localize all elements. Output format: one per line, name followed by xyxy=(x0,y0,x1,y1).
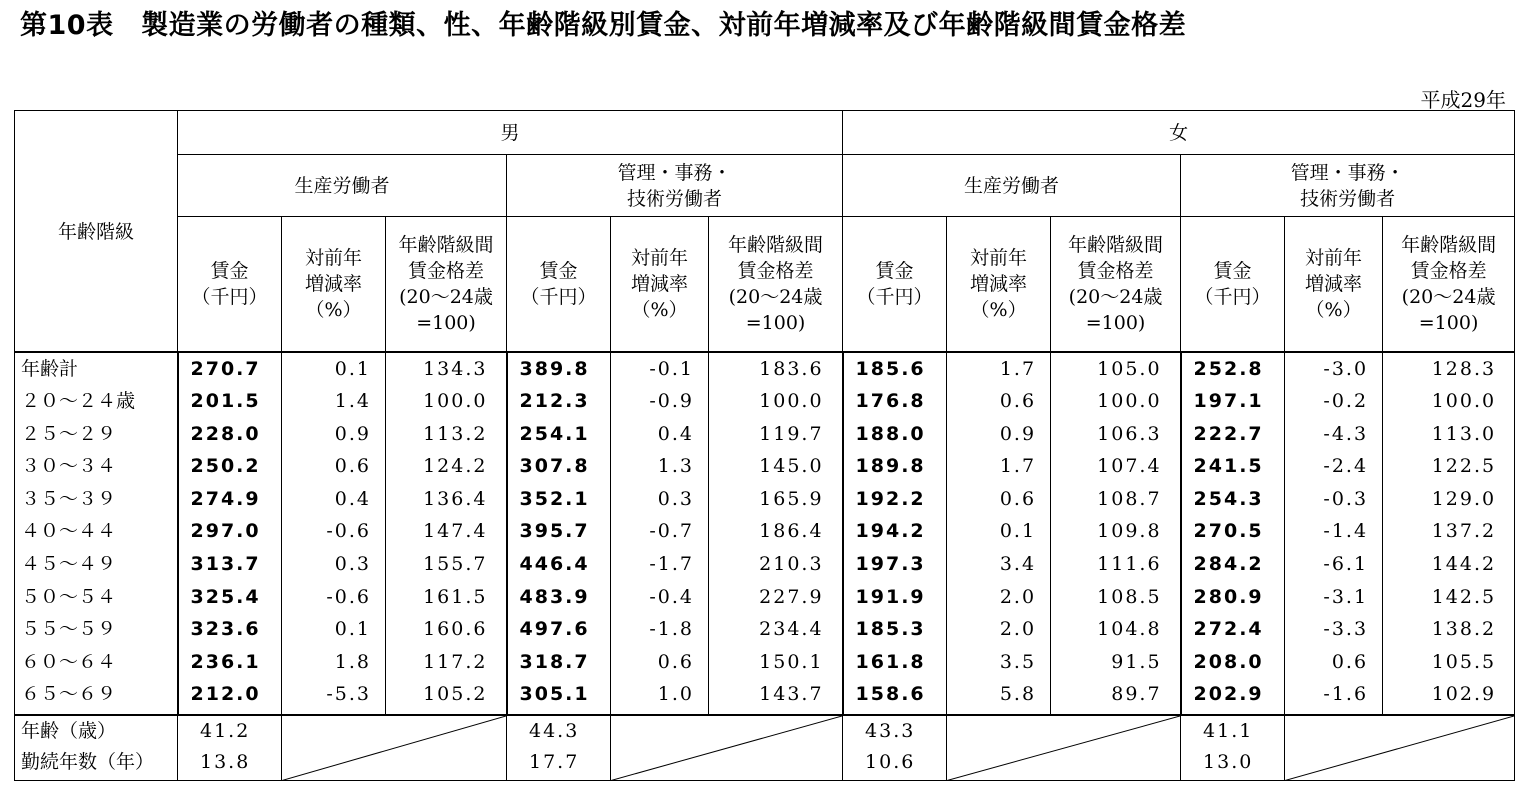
wage-header: 賃金 （千円） xyxy=(178,217,282,352)
table-cell: 109.8 xyxy=(1097,520,1162,543)
row-label: ４５～４９ xyxy=(21,553,117,576)
table-cell: 313.7 xyxy=(190,553,261,576)
table-cell: 236.1 xyxy=(190,650,261,673)
table-cell: 272.4 xyxy=(1193,618,1264,641)
table-cell: 104.8 xyxy=(1097,618,1162,641)
table-cell: 0.3 xyxy=(657,487,694,510)
table-cell: 208.0 xyxy=(1193,650,1264,673)
table-cell: -3.1 xyxy=(1323,585,1369,608)
page-title: 第10表 製造業の労働者の種類、性、年齢階級別賃金、対前年増減率及び年齢階級間賃金格差 xyxy=(20,10,1187,41)
table-cell: 307.8 xyxy=(519,455,590,478)
table-cell: -4.3 xyxy=(1323,422,1369,445)
female-admin-rate-column xyxy=(1285,352,1383,715)
table-cell: 210.3 xyxy=(759,553,824,576)
table-cell: 0.1 xyxy=(334,618,371,641)
table-cell: -1.6 xyxy=(1323,683,1369,706)
table-cell: 194.2 xyxy=(855,520,926,543)
diagonal-slash xyxy=(282,715,507,781)
table-cell: 147.4 xyxy=(423,520,488,543)
table-cell: 254.1 xyxy=(519,422,590,445)
table-cell: -1.8 xyxy=(649,618,694,641)
table-cell: 107.4 xyxy=(1097,455,1162,478)
index-header: 年齢階級間 賃金格差 (20～24歳 =100) xyxy=(1383,217,1515,352)
row-label: ２５～２９ xyxy=(21,422,117,445)
row-labels xyxy=(15,352,178,715)
male-production-header: 生産労働者 xyxy=(178,155,507,217)
table-cell: 227.9 xyxy=(759,585,824,608)
table-cell: 1.7 xyxy=(999,357,1037,380)
index-header: 年齢階級間 賃金格差 (20～24歳 =100) xyxy=(709,217,843,352)
male-production-index-column xyxy=(386,352,507,715)
table-cell: 0.6 xyxy=(1331,650,1369,673)
table-cell: 129.0 xyxy=(1431,487,1497,510)
table-cell: 113.0 xyxy=(1431,422,1497,445)
diagonal-slash xyxy=(611,715,843,781)
table-cell: -0.7 xyxy=(649,520,694,543)
male-header: 男 xyxy=(178,111,843,155)
row-label: ６０～６４ xyxy=(21,650,117,673)
table-cell: 1.7 xyxy=(999,455,1037,478)
table-cell: 105.2 xyxy=(423,683,488,706)
table-cell: -0.3 xyxy=(1323,487,1369,510)
wage-table xyxy=(14,110,1515,781)
table-cell: 134.3 xyxy=(423,357,488,380)
table-cell: -3.3 xyxy=(1323,618,1369,641)
table-cell: 188.0 xyxy=(855,422,926,445)
table-cell: 0.6 xyxy=(999,487,1037,510)
table-cell: 2.0 xyxy=(999,585,1037,608)
footer-labels: 年齢（歳） 勤続年数（年） xyxy=(15,715,178,781)
row-label: ６５～６９ xyxy=(21,683,117,706)
table-cell: 234.4 xyxy=(759,618,824,641)
table-cell: 446.4 xyxy=(519,553,590,576)
table-cell: -0.4 xyxy=(649,585,694,608)
table-cell: 0.1 xyxy=(334,357,371,380)
table-cell: 158.6 xyxy=(855,683,926,706)
table-cell: 0.4 xyxy=(334,487,371,510)
footer-block xyxy=(15,715,1515,781)
table-cell: 252.8 xyxy=(1193,357,1264,380)
row-label: ５０～５４ xyxy=(21,585,117,608)
table-cell: 254.3 xyxy=(1193,487,1264,510)
table-cell: 183.6 xyxy=(759,357,824,380)
table-cell: 497.6 xyxy=(519,618,590,641)
rate-header: 対前年 増減率 （%） xyxy=(1285,217,1383,352)
table-cell: 228.0 xyxy=(190,422,261,445)
table-cell: 323.6 xyxy=(190,618,261,641)
table-cell: -0.9 xyxy=(649,390,694,413)
row-label: 年齢計 xyxy=(21,357,79,380)
male-admin-header: 管理・事務・ 技術労働者 xyxy=(507,155,843,217)
index-header: 年齢階級間 賃金格差 (20～24歳 =100) xyxy=(1051,217,1181,352)
table-cell: 113.2 xyxy=(423,422,488,445)
table-cell: 352.1 xyxy=(519,487,590,510)
table-cell: 0.9 xyxy=(334,422,371,445)
age-class-header: 年齢階級 xyxy=(15,111,178,352)
female-production-rate-column xyxy=(947,352,1051,715)
table-cell: 197.1 xyxy=(1193,390,1264,413)
row-label: ２０～２４歳 xyxy=(21,390,136,413)
table-cell: -5.3 xyxy=(326,683,371,706)
table-cell: 284.2 xyxy=(1193,553,1264,576)
table-cell: 176.8 xyxy=(855,390,926,413)
table-cell: 105.5 xyxy=(1431,650,1497,673)
table-cell: 138.2 xyxy=(1431,618,1497,641)
table-cell: 212.3 xyxy=(519,390,590,413)
table-cell: 325.4 xyxy=(190,585,261,608)
table-cell: 186.4 xyxy=(759,520,824,543)
table-cell: 185.3 xyxy=(855,618,926,641)
table-cell: 192.2 xyxy=(855,487,926,510)
table-cell: 1.8 xyxy=(334,650,371,673)
female-header: 女 xyxy=(843,111,1515,155)
table-cell: 222.7 xyxy=(1193,422,1264,445)
rate-header: 対前年 増減率 （%） xyxy=(947,217,1051,352)
table-cell: 1.4 xyxy=(334,390,371,413)
table-cell: -3.0 xyxy=(1323,357,1369,380)
table-cell: 197.3 xyxy=(855,553,926,576)
table-cell: 2.0 xyxy=(999,618,1037,641)
table-cell: -6.1 xyxy=(1323,553,1369,576)
table-cell: 3.5 xyxy=(999,650,1037,673)
table-cell: 128.3 xyxy=(1431,357,1497,380)
data-block xyxy=(15,352,1515,715)
table-cell: 0.1 xyxy=(999,520,1037,543)
table-cell: 124.2 xyxy=(423,455,488,478)
rate-header: 対前年 増減率 （%） xyxy=(282,217,386,352)
table-cell: 241.5 xyxy=(1193,455,1264,478)
table-cell: 161.5 xyxy=(423,585,488,608)
table-cell: 119.7 xyxy=(759,422,824,445)
table-cell: 185.6 xyxy=(855,357,926,380)
female-admin-header: 管理・事務・ 技術労働者 xyxy=(1181,155,1515,217)
table-cell: 136.4 xyxy=(423,487,488,510)
table-cell: -0.1 xyxy=(649,357,694,380)
female-admin-footer: 41.1 13.0 xyxy=(1181,715,1285,781)
table-cell: 155.7 xyxy=(423,553,488,576)
table-cell: -0.6 xyxy=(326,585,371,608)
row-label: ３５～３９ xyxy=(21,487,117,510)
table-cell: 297.0 xyxy=(190,520,261,543)
table-cell: 395.7 xyxy=(519,520,590,543)
diagonal-slash xyxy=(947,715,1181,781)
table-cell: 202.9 xyxy=(1193,683,1264,706)
table-cell: 117.2 xyxy=(423,650,488,673)
table-cell: 108.7 xyxy=(1097,487,1162,510)
wage-header: 賃金 （千円） xyxy=(507,217,611,352)
table-cell: 0.9 xyxy=(999,422,1037,445)
table-cell: 100.0 xyxy=(759,390,824,413)
diagonal-slash xyxy=(1285,715,1515,781)
male-production-rate-column xyxy=(282,352,386,715)
male-admin-rate-column xyxy=(611,352,709,715)
table-cell: 5.8 xyxy=(999,683,1037,706)
table-cell: 0.3 xyxy=(334,553,371,576)
table-cell: 142.5 xyxy=(1431,585,1497,608)
rate-header: 対前年 増減率 （%） xyxy=(611,217,709,352)
table-cell: 160.6 xyxy=(423,618,488,641)
female-production-footer: 43.3 10.6 xyxy=(843,715,947,781)
female-production-wage-column xyxy=(843,352,947,715)
table-cell: 106.3 xyxy=(1097,422,1162,445)
table-cell: 270.5 xyxy=(1193,520,1264,543)
table-cell: 0.6 xyxy=(657,650,694,673)
table-cell: 108.5 xyxy=(1097,585,1162,608)
era-label: 平成29年 xyxy=(1420,88,1506,112)
table-cell: -1.7 xyxy=(649,553,694,576)
table-cell: 145.0 xyxy=(759,455,824,478)
table-cell: -2.4 xyxy=(1323,455,1369,478)
table-cell: 122.5 xyxy=(1431,455,1497,478)
table-cell: 100.0 xyxy=(423,390,488,413)
male-admin-index-column xyxy=(709,352,843,715)
male-admin-wage-column xyxy=(507,352,611,715)
table-cell: 305.1 xyxy=(519,683,590,706)
table-cell: 143.7 xyxy=(759,683,824,706)
table-cell: 91.5 xyxy=(1111,650,1162,673)
table-cell: 274.9 xyxy=(190,487,261,510)
female-admin-wage-column xyxy=(1181,352,1285,715)
female-production-header: 生産労働者 xyxy=(843,155,1181,217)
wage-header: 賃金 （千円） xyxy=(843,217,947,352)
table-cell: 0.4 xyxy=(657,422,694,445)
table-cell: 100.0 xyxy=(1431,390,1497,413)
table-cell: 189.8 xyxy=(855,455,926,478)
table-cell: 102.9 xyxy=(1431,683,1497,706)
table-cell: 389.8 xyxy=(519,357,590,380)
table-cell: -1.4 xyxy=(1323,520,1369,543)
table-cell: 165.9 xyxy=(759,487,824,510)
table-cell: 1.0 xyxy=(657,683,694,706)
table-cell: 137.2 xyxy=(1431,520,1497,543)
table-cell: 270.7 xyxy=(190,357,261,380)
table-cell: 1.3 xyxy=(657,455,694,478)
table-cell: 191.9 xyxy=(855,585,926,608)
row-label: ５５～５９ xyxy=(21,618,117,641)
table-cell: 161.8 xyxy=(855,650,926,673)
male-production-footer: 41.2 13.8 xyxy=(178,715,282,781)
table-cell: 201.5 xyxy=(190,390,261,413)
table-cell: 89.7 xyxy=(1111,683,1162,706)
table-cell: -0.2 xyxy=(1323,390,1369,413)
row-label: ３０～３４ xyxy=(21,455,117,478)
male-admin-footer: 44.3 17.7 xyxy=(507,715,611,781)
table-cell: -0.6 xyxy=(326,520,371,543)
table-cell: 0.6 xyxy=(334,455,371,478)
table-cell: 111.6 xyxy=(1097,553,1162,576)
table-cell: 280.9 xyxy=(1193,585,1264,608)
table-cell: 0.6 xyxy=(999,390,1037,413)
male-production-wage-column xyxy=(178,352,282,715)
wage-header: 賃金 （千円） xyxy=(1181,217,1285,352)
table-cell: 212.0 xyxy=(190,683,261,706)
table-cell: 105.0 xyxy=(1097,357,1162,380)
female-admin-index-column xyxy=(1383,352,1515,715)
index-header: 年齢階級間 賃金格差 (20～24歳 =100) xyxy=(386,217,507,352)
table-cell: 100.0 xyxy=(1097,390,1162,413)
table-cell: 3.4 xyxy=(999,553,1037,576)
table-cell: 150.1 xyxy=(759,650,824,673)
female-production-index-column xyxy=(1051,352,1181,715)
row-label: ４０～４４ xyxy=(21,520,117,543)
table-cell: 250.2 xyxy=(190,455,261,478)
table-cell: 483.9 xyxy=(519,585,590,608)
table-cell: 144.2 xyxy=(1431,553,1497,576)
table-cell: 318.7 xyxy=(519,650,590,673)
